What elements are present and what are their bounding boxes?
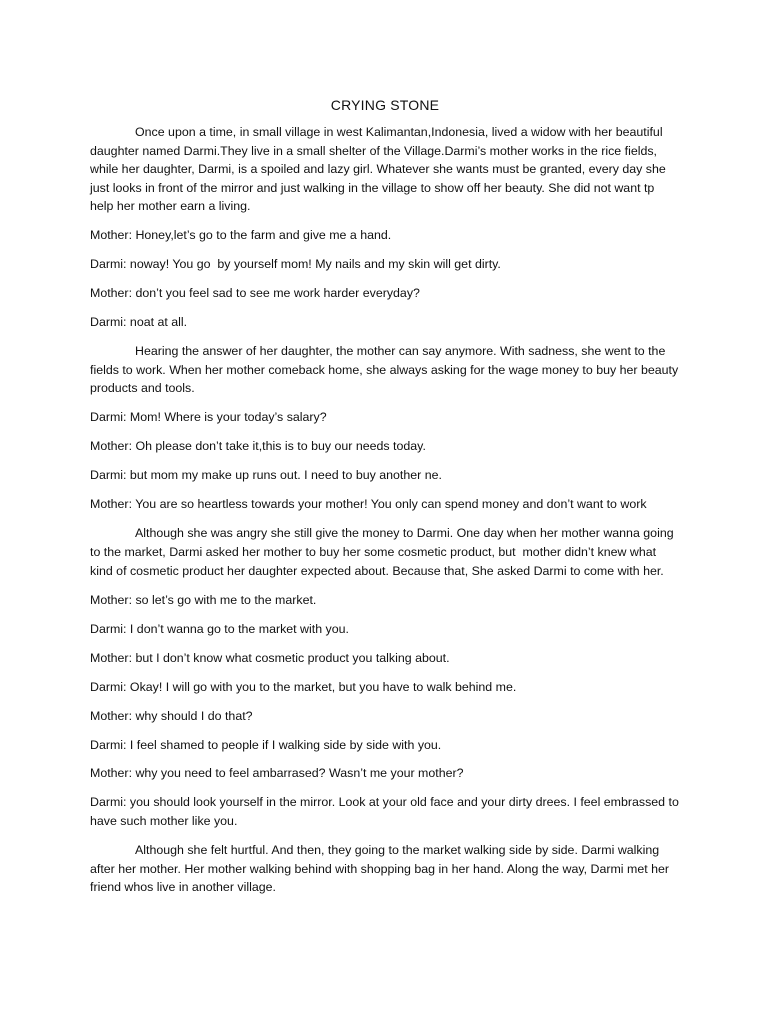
dialogue-line: Darmi: noat at all. bbox=[90, 315, 188, 330]
document-title: CRYING STONE bbox=[330, 97, 440, 113]
dialogue-line: Darmi: Mom! Where is your today’s salary? bbox=[90, 410, 327, 425]
dialogue-line: Mother: why you need to feel ambarrased? Wasn’t me your mother? bbox=[90, 766, 464, 781]
document-body bbox=[90, 95, 683, 907]
dialogue-line: Mother: so let’s go with me to the market. bbox=[90, 592, 317, 607]
dialogue-line: Mother: but I don’t know what cosmetic product you talking about. bbox=[90, 650, 450, 665]
dialogue-line: Darmi: noway! You go by yourself mom! My nails and my skin will get dirty. bbox=[90, 257, 501, 272]
dialogue-line: Mother: Oh please don’t take it,this is to buy our needs today. bbox=[90, 439, 426, 454]
dialogue-line: Darmi: but mom my make up runs out. I need to buy another ne. bbox=[90, 468, 442, 483]
dialogue-line: Darmi: I feel shamed to people if I walking side by side with you. bbox=[90, 737, 442, 752]
dialogue-line: Darmi: you should look yourself in the mirror. Look at your old face and your dirty drees. I feel embrassed to have such mother like you. bbox=[90, 795, 683, 829]
narrative-paragraph: Hearing the answer of her daughter, the mother can say anymore. With sadness, she went to the fields to work. When her mother comeback home, she always asking for the wage money to buy her beauty products and tools. bbox=[90, 344, 682, 396]
narrative-paragraph: Once upon a time, in small village in west Kalimantan,Indonesia, lived a widow with her beautiful daughter named Darmi.They live in a small shelter of the Village.Darmi’s mother works in the rice fields, while her daughter, Darmi, is a spoiled and lazy girl. Whatever she wants must be granted, every day she just looks in front of the mirror and just walking in the village to show off her beauty. She did not want tp help her mother earn a living. bbox=[90, 125, 670, 214]
dialogue-line: Darmi: Okay! I will go with you to the market, but you have to walk behind me. bbox=[90, 679, 517, 694]
dialogue-line: Mother: why should I do that? bbox=[90, 708, 253, 723]
paragraph-list bbox=[90, 123, 683, 897]
dialogue-line: Mother: don’t you feel sad to see me work harder everyday? bbox=[90, 286, 420, 301]
narrative-paragraph: Although she felt hurtful. And then, they going to the market walking side by side. Darmi walking after her mother. Her mother walking behind with shopping bag in her hand. Along the way, Darmi met her friend whos live in another village. bbox=[90, 843, 673, 895]
narrative-paragraph: Although she was angry she still give the money to Darmi. One day when her mother wanna going to the market, Darmi asked her mother to buy her some cosmetic product, but mother didn’t knew what kind of cosmetic product her daughter expected about. Because that, She asked Darmi to come with her. bbox=[90, 526, 678, 578]
dialogue-line: Mother: Honey,let’s go to the farm and give me a hand. bbox=[90, 228, 392, 243]
dialogue-line: Darmi: I don’t wanna go to the market with you. bbox=[90, 621, 349, 636]
dialogue-line: Mother: You are so heartless towards your mother! You only can spend money and don’t want to work bbox=[90, 497, 647, 512]
